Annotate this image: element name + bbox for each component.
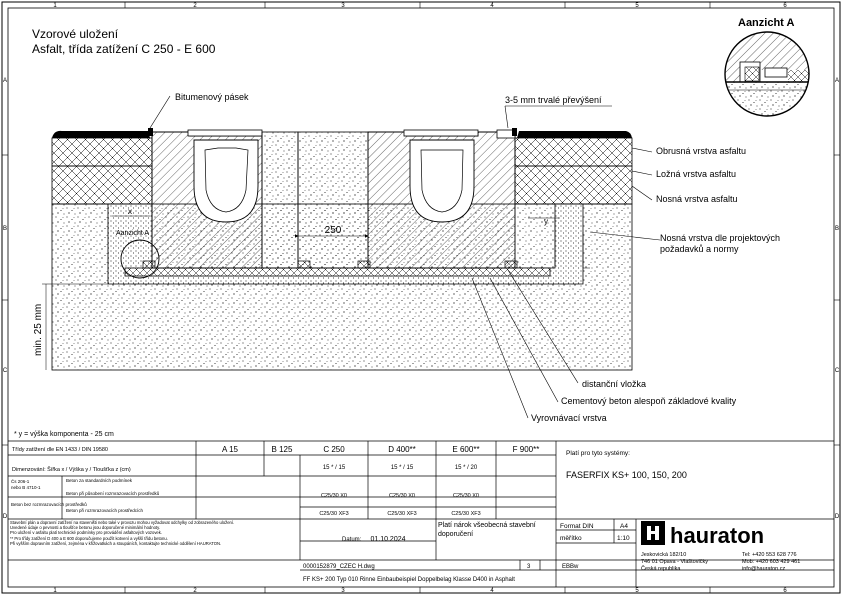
grid-col-4b: 4 <box>490 588 494 594</box>
asphalt-bed-right <box>515 138 632 166</box>
logo-text: hauraton <box>670 523 765 548</box>
bitumen-strip-right <box>512 128 517 136</box>
env-row4: Beton při rozmrazovacích prostředcích <box>66 508 144 513</box>
class-f900: F 900** <box>512 445 540 454</box>
grid-row-b-r: B <box>834 226 840 232</box>
dims-d400: 15 * / 15 <box>390 465 414 471</box>
grade-xf-d400: C25/30 XF3 <box>387 511 417 517</box>
sheet-code: EBBw <box>562 564 579 570</box>
hauraton-logo <box>641 521 764 548</box>
grid-col-2b: 2 <box>193 588 197 594</box>
class-c250: C 250 <box>323 445 345 454</box>
email: info@hauraton.cz <box>742 566 786 572</box>
grid-col-3b: 3 <box>341 588 345 594</box>
format-value: A4 <box>620 523 628 530</box>
note-4: ** Pro třídy zatížení D 400 a E 600 doporučujeme použít kotvení a vyšší třídu betonu. <box>10 535 168 541</box>
class-a15: A 15 <box>221 445 239 454</box>
fax: Mob: +420 603 429 461 <box>742 559 801 565</box>
grid-col-4: 4 <box>490 3 494 9</box>
file-name: 0000152879_CZEC H.dwg <box>303 564 375 570</box>
label-concrete: Cementový beton alespoň základové kvality <box>561 396 737 406</box>
tel: Tel: +420 553 628 776 <box>742 552 797 558</box>
grid-row-c-r: C <box>834 368 840 374</box>
note-1: Stavební plán a dopravní zatížení na staveništi nebo také v provozu mohou vyžadovat odchylky od zobrazeného uložení. <box>10 520 235 525</box>
grid-col-3: 3 <box>341 3 345 9</box>
description: FF KS+ 200 Typ 010 Rinne Einbaubeispiel Doppelbelag Klasse D400 in Asphalt <box>303 577 515 583</box>
section-drawing <box>33 128 632 370</box>
grid-col-6: 6 <box>783 3 787 9</box>
grade-xf-c250: C25/30 XF3 <box>319 511 349 517</box>
env-row1: Beton za standardních podmínek <box>66 478 133 483</box>
env-row2: Beton při působení rozmrazovacích prostředků <box>66 491 160 496</box>
detail-title: Aanzicht A <box>738 17 795 29</box>
min-depth-label: min. 25 mm <box>33 303 44 356</box>
date-label: Datum: <box>342 537 362 543</box>
notes-block <box>10 520 298 560</box>
scale-label: měřítko <box>560 535 582 542</box>
label-levelling: Vyrovnávací vrstva <box>531 413 607 423</box>
grade-xf-e600: C25/30 XF3 <box>451 511 481 517</box>
title-block <box>8 441 834 587</box>
dim-x: x <box>128 207 132 216</box>
grid-row-d-r: D <box>834 514 840 520</box>
aanzicht-marker: Aanzicht A <box>116 230 150 237</box>
note-2: Uvedené údaje o pevnosti a tloušťce betonu jsou doporučené minimální hodnoty. <box>10 525 161 531</box>
dims-label: Dimenzování: Šířka x / Výška y / Tloušťka z (cm) <box>12 467 131 473</box>
address-3: Česká republika <box>641 566 681 572</box>
channel-right <box>368 130 515 268</box>
grid-col-5: 5 <box>635 3 639 9</box>
systems-label: Platí pro tyto systémy: <box>566 450 630 457</box>
grid-col-5b: 5 <box>635 588 639 594</box>
title-line1: Vzorové uložení <box>32 27 119 41</box>
grade-x0-d400: C25/30 X0 <box>389 493 415 499</box>
grade-x0-e600: C25/30 X0 <box>453 493 479 499</box>
sheet-no: 3 <box>527 564 531 570</box>
dims-c250: 15 * / 15 <box>322 465 346 471</box>
note-5: Při vyšším dopravním zatížení, zejména v křižovatkách a stoupáních, kontaktujte technické oddělení HAURATON. <box>10 540 222 546</box>
label-spacer: distanční vložka <box>582 379 647 389</box>
scale-value: 1:10 <box>617 535 630 542</box>
asphalt-base-left <box>52 166 152 204</box>
env-label-b: nebo B 4710-1 <box>11 485 41 490</box>
label-sub-layer: Nosná vrstva dle projektových požadavků a normy <box>660 233 781 254</box>
class-e600: E 600** <box>452 445 480 454</box>
note-3: Pro uložení v asfaltu platí technické podmínky pro provádění asfaltových vozovek. <box>10 530 162 536</box>
grade-x0-c250: C25/30 X0 <box>321 493 347 499</box>
grid-col-2: 2 <box>193 3 197 9</box>
footnote: * y = výška komponenta - 25 cm <box>14 431 114 438</box>
title-line2: Asfalt, třída zatížení C 250 - E 600 <box>32 42 216 56</box>
grid-row-b: B <box>2 226 8 232</box>
label-overheight: 3-5 mm trvalé převýšení <box>505 95 602 105</box>
format-label: Format DIN <box>560 523 594 530</box>
detail-view-a <box>720 30 820 122</box>
grid-col-6b: 6 <box>783 588 787 594</box>
address-1: Jeskovická 182/10 <box>641 552 687 558</box>
env-row3: Beton bez rozmrazovacích prostředků <box>11 502 87 507</box>
grid-row-c: C <box>2 368 8 374</box>
middle-concrete-center <box>298 132 368 268</box>
dim-y: y <box>544 217 548 226</box>
date-value: 01.10.2024 <box>370 536 406 543</box>
class-d400: D 400** <box>388 445 416 454</box>
middle-concrete-left <box>262 132 298 268</box>
channel-left <box>152 130 262 268</box>
env-label-a: Čs 206-1 <box>11 479 30 484</box>
grid-col-1: 1 <box>53 3 57 9</box>
grid-row-a-r: A <box>834 78 840 84</box>
grid-col-1b: 1 <box>53 588 57 594</box>
asphalt-wear-right <box>517 131 632 138</box>
label-wear-layer: Obrusná vrstva asfaltu <box>656 146 747 156</box>
bitumen-strip-left <box>148 128 153 136</box>
address-2: 746 01 Opava - Vlaštovičky <box>641 559 708 565</box>
class-header: Třídy zatížení dle EN 1433 / DIN 19580 <box>12 447 108 453</box>
dims-e600: 15 * / 20 <box>454 465 478 471</box>
grid-row-a: A <box>2 78 8 84</box>
class-b125: B 125 <box>271 445 293 454</box>
asphalt-wear-left <box>52 131 150 138</box>
dim-250: 250 <box>324 225 342 236</box>
label-base-layer: Nosná vrstva asfaltu <box>656 194 738 204</box>
valid-text: Platí nárok všeobecná stavební doporučení <box>438 522 536 538</box>
label-bitumen: Bitumenový pásek <box>175 92 249 102</box>
asphalt-base-right <box>515 166 632 204</box>
label-bed-layer: Ložná vrstva asfaltu <box>656 169 737 179</box>
systems-value: FASERFIX KS+ 100, 150, 200 <box>566 470 687 480</box>
asphalt-bed-left <box>52 138 152 166</box>
grid-row-d: D <box>2 514 8 520</box>
